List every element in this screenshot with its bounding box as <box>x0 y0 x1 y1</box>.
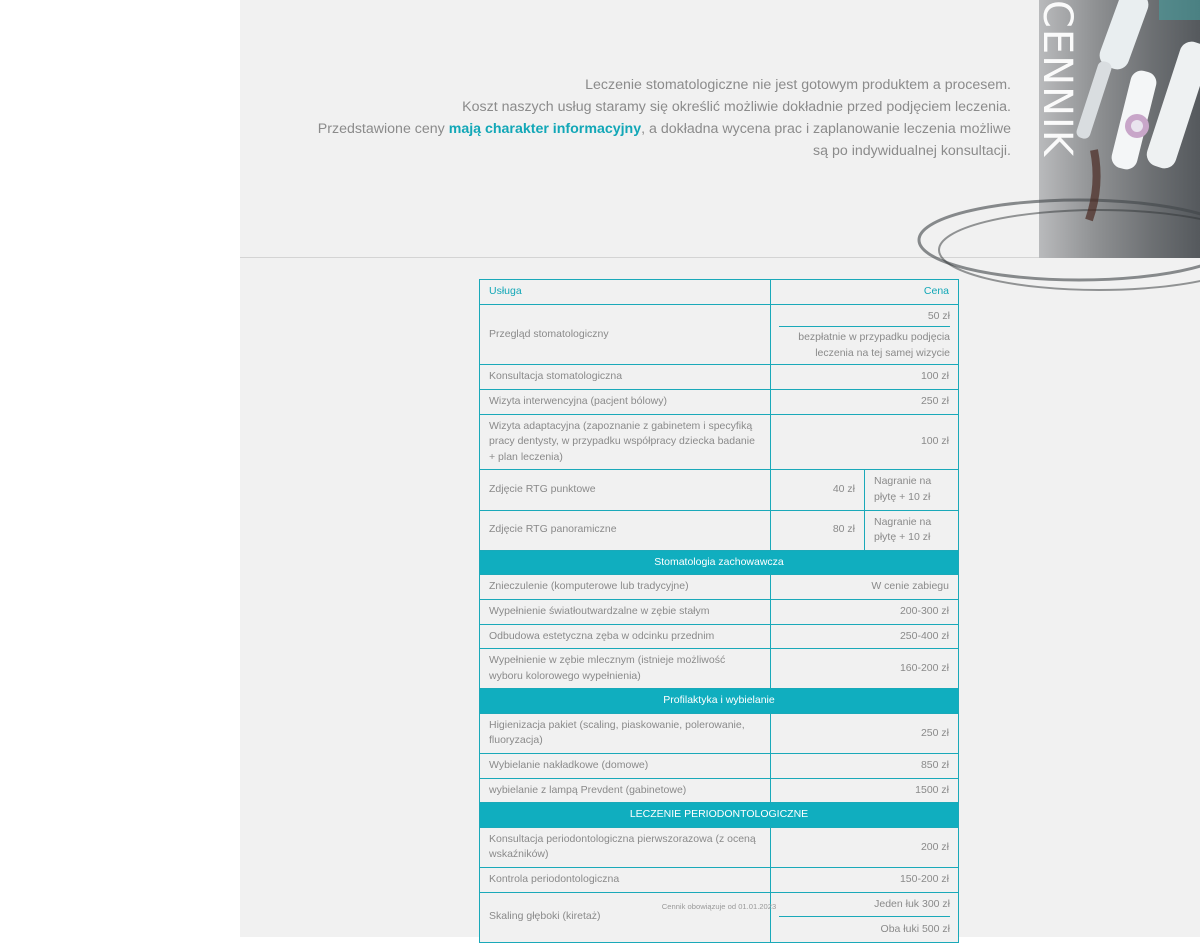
hero-section <box>240 0 1200 258</box>
section-title: Stomatologia zachowawcza <box>480 550 959 575</box>
service-name: Kontrola periodontologiczna <box>480 868 771 893</box>
header-price: Cena <box>771 280 959 305</box>
intro-line-3 <box>300 118 1011 162</box>
table-row <box>480 365 959 390</box>
service-price: 250 zł <box>771 389 959 414</box>
price-value: 50 zł <box>779 305 950 328</box>
table-row <box>480 389 959 414</box>
table-row <box>480 713 959 753</box>
section-title: LECZENIE PERIODONTOLOGICZNE <box>480 803 959 828</box>
service-price: 200 zł <box>771 827 959 867</box>
section-header-profilaktyka <box>480 689 959 714</box>
table-row <box>480 778 959 803</box>
service-price: 100 zł <box>771 365 959 390</box>
price-both-arches: Oba łuki 500 zł <box>880 923 950 936</box>
table-row <box>480 892 959 942</box>
service-price: 200-300 zł <box>771 599 959 624</box>
service-name: Wizyta adaptacyjna (zapoznanie z gabinetem i specyfiką pracy dentysty, w przypadku współpracy dziecka badanie + plan leczenia) <box>480 414 771 470</box>
service-name: Przegląd stomatologiczny <box>480 304 771 365</box>
service-name: Skaling głęboki (kiretaż) <box>480 892 771 942</box>
info-accent-text: mają charakter informacyjny <box>448 121 642 137</box>
service-name: Wypełnienie w zębie mlecznym (istnieje możliwość wyboru kolorowego wypełnienia) <box>480 649 771 689</box>
service-name: Odbudowa estetyczna zęba w odcinku przednim <box>480 624 771 649</box>
service-name: Zdjęcie RTG panoramiczne <box>480 510 771 550</box>
service-price: 250 zł <box>771 713 959 753</box>
service-price: 850 zł <box>771 754 959 779</box>
section-title: Profilaktyka i wybielanie <box>480 689 959 714</box>
table-row <box>480 868 959 893</box>
service-name: Zdjęcie RTG punktowe <box>480 470 771 510</box>
section-header-periodontologia <box>480 803 959 828</box>
price-note: bezpłatnie w przypadku podjęcia leczenia na tej samej wizycie <box>798 331 950 359</box>
section-header-zachowawcza <box>480 550 959 575</box>
intro-line-3-end: , a dokładna wycena prac i zaplanowanie leczenia możliwe są po indywidualnej konsultacji. <box>641 121 1011 159</box>
service-extra: Nagranie na płytę + 10 zł <box>865 470 959 510</box>
table-row <box>480 414 959 470</box>
intro-line-2: Koszt naszych usług staramy się określić możliwie dokładnie przed podjęciem leczenia. <box>462 99 1011 115</box>
service-price: 250-400 zł <box>771 624 959 649</box>
service-name: Higienizacja pakiet (scaling, piaskowanie, polerowanie, fluoryzacja) <box>480 713 771 753</box>
service-price: 100 zł <box>771 414 959 470</box>
table-row <box>480 575 959 600</box>
intro-text <box>300 74 1011 162</box>
table-row <box>480 827 959 867</box>
table-row <box>480 649 959 689</box>
service-price <box>771 304 959 365</box>
table-row <box>480 304 959 365</box>
service-price: 40 zł <box>771 470 865 510</box>
price-table <box>479 279 959 943</box>
service-name: Wizyta interwencyjna (pacjent bólowy) <box>480 389 771 414</box>
header-service: Usługa <box>480 280 771 305</box>
service-name: wybielanie z lampą Prevdent (gabinetowe) <box>480 778 771 803</box>
table-header-row <box>480 280 959 305</box>
service-name: Wypełnienie światłoutwardzalne w zębie stałym <box>480 599 771 624</box>
table-row <box>480 470 959 510</box>
table-row <box>480 754 959 779</box>
table-row <box>480 510 959 550</box>
service-price: W cenie zabiegu <box>771 575 959 600</box>
service-price: 80 zł <box>771 510 865 550</box>
intro-line-3-start: Przedstawione ceny <box>317 121 449 137</box>
service-name: Znieczulenie (komputerowe lub tradycyjne) <box>480 575 771 600</box>
dental-tools-photo <box>1034 0 1200 258</box>
service-price: 1500 zł <box>771 778 959 803</box>
table-row <box>480 599 959 624</box>
intro-line-1: Leczenie stomatologiczne nie jest gotowym produktem a procesem. <box>585 77 1011 93</box>
page-title-cennik: CENNIK <box>1034 0 1080 158</box>
price-validity-note: Cennik obowiązuje od 01.01.2023 <box>661 902 777 911</box>
content-panel <box>240 0 1200 937</box>
service-name: Wybielanie nakładkowe (domowe) <box>480 754 771 779</box>
service-name: Konsultacja stomatologiczna <box>480 365 771 390</box>
service-extra: Nagranie na płytę + 10 zł <box>865 510 959 550</box>
service-price: 160-200 zł <box>771 649 959 689</box>
service-name: Konsultacja periodontologiczna pierwszorazowa (z oceną wskaźników) <box>480 827 771 867</box>
service-price: 150-200 zł <box>771 868 959 893</box>
table-row <box>480 624 959 649</box>
service-price <box>771 892 959 942</box>
price-one-arch: Jeden łuk 300 zł <box>779 893 950 918</box>
